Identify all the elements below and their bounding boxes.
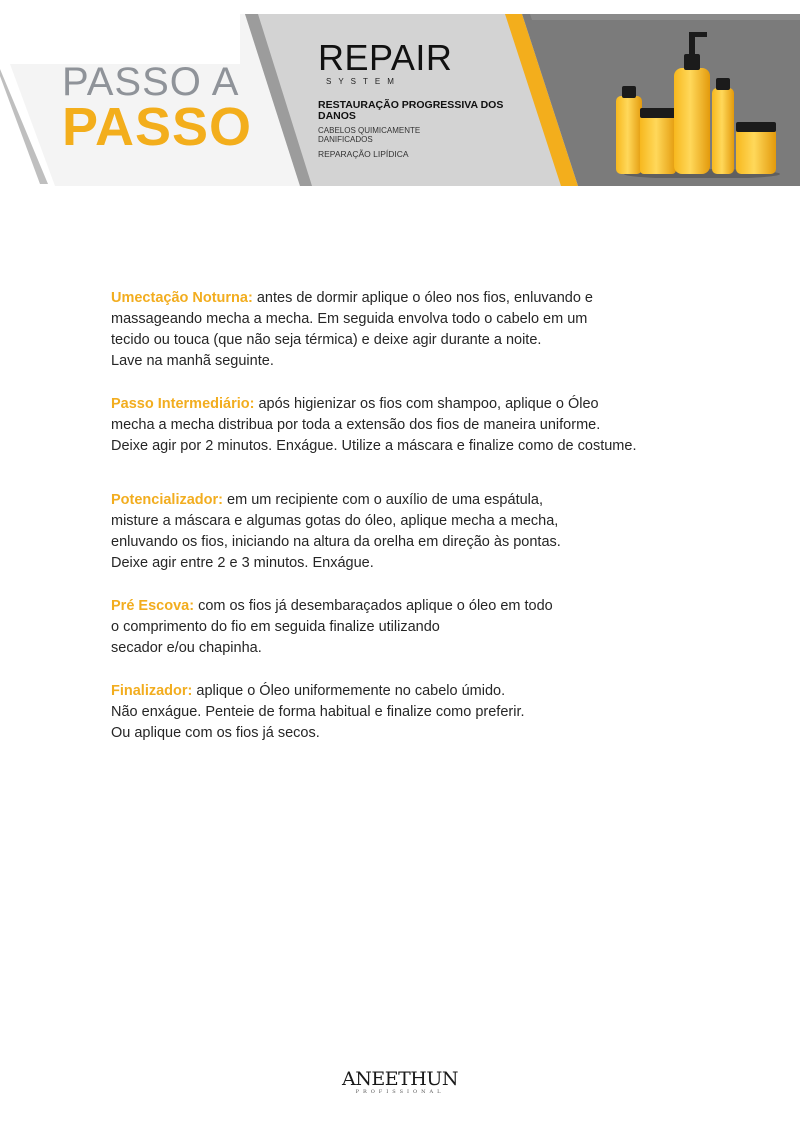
step-line: Umectação Noturna: antes de dormir aplique o óleo nos fios, enluvando e <box>111 290 593 306</box>
step-line: o comprimento do fio em seguida finalize utilizando <box>111 619 440 635</box>
title-line-2: PASSO <box>62 97 253 157</box>
step-line: enluvando os fios, iniciando na altura da orelha em direção às pontas. <box>111 534 561 550</box>
product-heading: RESTAURAÇÃO PROGRESSIVA DOS DANOS <box>318 99 504 122</box>
step-line: Potencializador: em um recipiente com o auxílio de uma espátula, <box>111 492 543 508</box>
aneethun-logo: ANEETHUN <box>342 1068 458 1090</box>
step-label: Pré Escova: <box>111 598 195 614</box>
step-potencializador <box>111 490 711 574</box>
step-line: Pré Escova: com os fios já desembaraçados aplique o óleo em todo <box>111 598 553 614</box>
product-tagline: REPARAÇÃO LIPÍDICA <box>318 149 409 159</box>
step-line: misture a máscara e algumas gotas do óleo, aplique mecha a mecha, <box>111 513 559 529</box>
step-line: Ou aplique com os fios já secos. <box>111 725 320 741</box>
step-line: Não enxágue. Penteie de forma habitual e finalize como preferir. <box>111 704 525 720</box>
step-line: Deixe agir por 2 minutos. Enxágue. Utilize a máscara e finalize como de costume. <box>111 438 637 454</box>
product-bottles-image <box>612 28 782 178</box>
repair-logo: REPAIR <box>318 37 453 78</box>
aneethun-logo-sub: PROFISSIONAL <box>355 1089 445 1095</box>
product-brand-block <box>318 37 508 159</box>
footer-logo <box>0 1068 800 1095</box>
step-line: Passo Intermediário: após higienizar os fios com shampoo, aplique o Óleo <box>111 396 599 412</box>
product-subheading-2: DANIFICADOS <box>318 135 373 144</box>
step-finalizador <box>111 681 711 744</box>
page-title <box>62 60 253 157</box>
step-line: Deixe agir entre 2 e 3 minutos. Enxágue. <box>111 555 374 571</box>
product-subheading-1: CABELOS QUIMICAMENTE <box>318 126 421 135</box>
step-label: Passo Intermediário: <box>111 396 255 412</box>
step-line: Finalizador: aplique o Óleo uniformemente no cabelo úmido. <box>111 683 506 699</box>
step-pre-escova <box>111 596 711 659</box>
step-line: secador e/ou chapinha. <box>111 640 262 656</box>
title-line-1: PASSO A <box>62 60 240 104</box>
step-line: Lave na manhã seguinte. <box>111 353 274 369</box>
step-label: Potencializador: <box>111 492 223 508</box>
step-line: tecido ou touca (que não seja térmica) e deixe agir durante a noite. <box>111 332 542 348</box>
step-passo-intermediario <box>111 394 711 457</box>
step-umectacao <box>111 288 711 372</box>
step-line: massageando mecha a mecha. Em seguida envolva todo o cabelo em um <box>111 311 588 327</box>
step-line: mecha a mecha distribua por toda a extensão dos fios de maneira uniforme. <box>111 417 601 433</box>
instructions <box>111 288 711 744</box>
header-banner <box>0 14 800 186</box>
step-label: Finalizador: <box>111 683 193 699</box>
repair-logo-sub: SYSTEM <box>326 77 401 86</box>
step-label: Umectação Noturna: <box>111 290 253 306</box>
